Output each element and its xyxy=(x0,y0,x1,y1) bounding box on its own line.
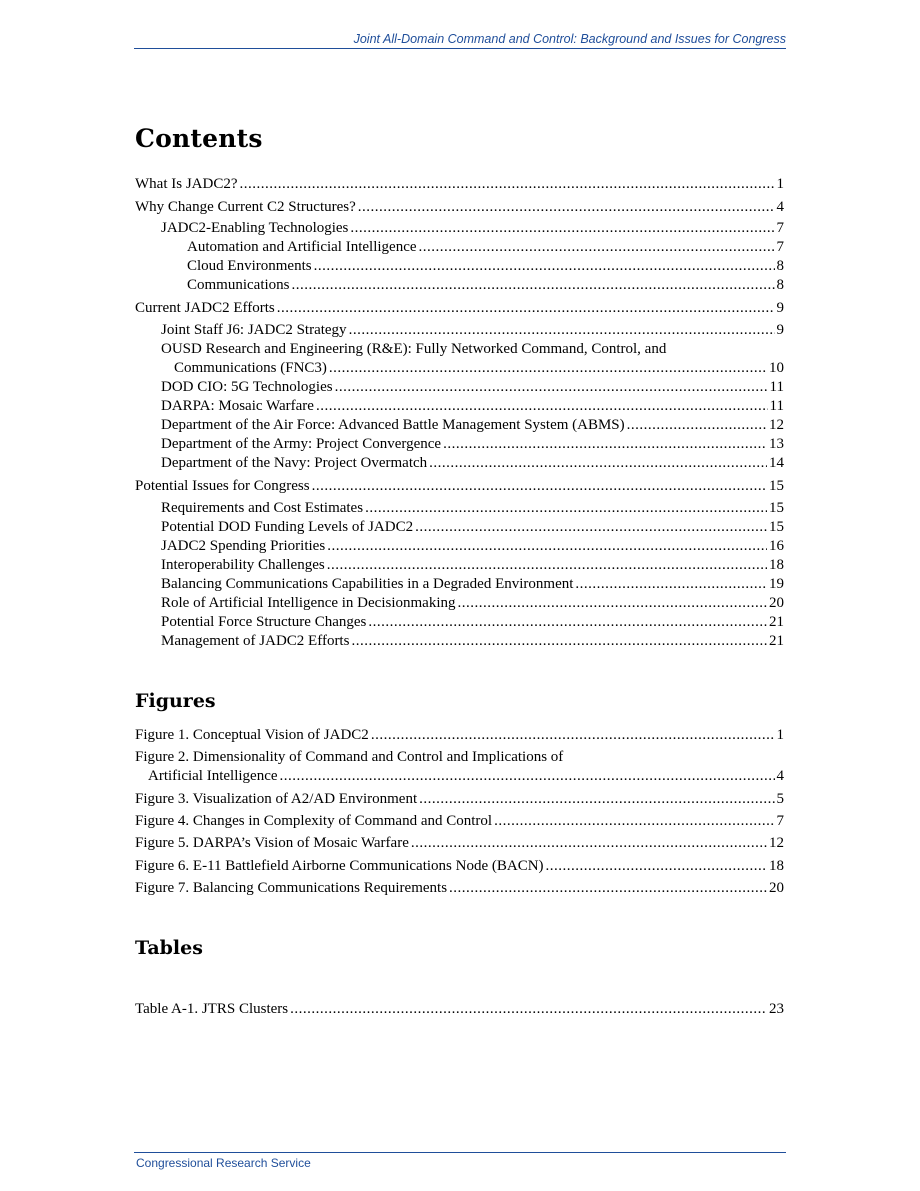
toc-entry[interactable]: Joint Staff J6: JADC2 Strategy ..... 9 xyxy=(161,321,784,340)
toc-entry[interactable]: Cloud Environments ..... 8 xyxy=(187,257,784,276)
toc-entry[interactable]: What Is JADC2? ..... 1 xyxy=(135,175,784,194)
dot-leader xyxy=(277,299,775,318)
dot-leader xyxy=(627,416,767,435)
dot-leader xyxy=(365,499,767,518)
footer-text: Congressional Research Service xyxy=(136,1156,311,1170)
toc-entry[interactable]: Requirements and Cost Estimates ..... 15 xyxy=(161,499,784,518)
toc-entry-first-line[interactable]: OUSD Research and Engineering (R&E): Fully Networked Command, Control, and xyxy=(161,341,667,357)
dot-leader xyxy=(419,238,775,257)
toc-entry[interactable]: JADC2 Spending Priorities ..... 16 xyxy=(161,537,784,556)
dot-leader xyxy=(368,613,767,632)
contents-heading: Contents xyxy=(135,124,263,153)
dot-leader xyxy=(350,219,774,238)
figure-entry-first-line[interactable]: Figure 2. Dimensionality of Command and Control and Implications of xyxy=(135,749,564,765)
toc-entry[interactable]: Department of the Air Force: Advanced Battle Management System (ABMS) ..... 12 xyxy=(161,416,784,435)
dot-leader xyxy=(575,575,767,594)
toc-entry[interactable]: Department of the Navy: Project Overmatch ..... 14 xyxy=(161,454,784,473)
dot-leader xyxy=(419,790,774,809)
toc-entry[interactable]: Communications (FNC3) ..... 10 xyxy=(174,359,784,378)
dot-leader xyxy=(314,257,775,276)
dot-leader xyxy=(371,726,775,745)
dot-leader xyxy=(415,518,767,537)
figure-entry[interactable]: Figure 1. Conceptual Vision of JADC2 ..... 1 xyxy=(135,726,784,745)
figure-entry[interactable]: Figure 6. E-11 Battlefield Airborne Communications Node (BACN) ..... 18 xyxy=(135,857,784,876)
table-entry[interactable]: Table A-1. JTRS Clusters ..... 23 xyxy=(135,1000,784,1019)
tables-heading: Tables xyxy=(135,937,203,959)
toc-entry[interactable]: Interoperability Challenges ..... 18 xyxy=(161,556,784,575)
toc-entry[interactable]: DOD CIO: 5G Technologies ..... 11 xyxy=(161,378,784,397)
dot-leader xyxy=(280,767,775,786)
dot-leader xyxy=(546,857,767,876)
dot-leader xyxy=(292,276,775,295)
figure-entry[interactable]: Figure 3. Visualization of A2/AD Environment ..... 5 xyxy=(135,790,784,809)
dot-leader xyxy=(358,198,775,217)
dot-leader xyxy=(349,321,775,340)
dot-leader xyxy=(329,359,767,378)
toc-entry[interactable]: Balancing Communications Capabilities in a Degraded Environment ..... 19 xyxy=(161,575,784,594)
toc-entry[interactable]: Management of JADC2 Efforts ..... 21 xyxy=(161,632,784,651)
dot-leader xyxy=(429,454,767,473)
dot-leader xyxy=(449,879,767,898)
toc-entry[interactable]: Department of the Army: Project Convergence ..... 13 xyxy=(161,435,784,454)
toc-entry[interactable]: Role of Artificial Intelligence in Decisionmaking ..... 20 xyxy=(161,594,784,613)
dot-leader xyxy=(316,397,768,416)
dot-leader xyxy=(312,477,767,496)
dot-leader xyxy=(443,435,767,454)
figure-entry[interactable]: Figure 4. Changes in Complexity of Command and Control ..... 7 xyxy=(135,812,784,831)
running-header: Joint All-Domain Command and Control: Background and Issues for Congress xyxy=(134,32,786,49)
dot-leader xyxy=(458,594,768,613)
toc-entry[interactable]: Current JADC2 Efforts ..... 9 xyxy=(135,299,784,318)
toc-entry[interactable]: Why Change Current C2 Structures? ..... 4 xyxy=(135,198,784,217)
dot-leader xyxy=(290,1000,767,1019)
dot-leader xyxy=(351,632,767,651)
dot-leader xyxy=(239,175,774,194)
figure-entry[interactable]: Artificial Intelligence ..... 4 xyxy=(148,767,784,786)
toc-entry[interactable]: Automation and Artificial Intelligence ..... 7 xyxy=(187,238,784,257)
toc-entry[interactable]: Potential Force Structure Changes ..... 21 xyxy=(161,613,784,632)
toc-entry[interactable]: Communications ..... 8 xyxy=(187,276,784,295)
toc-entry[interactable]: Potential DOD Funding Levels of JADC2 ..... 15 xyxy=(161,518,784,537)
figure-entry[interactable]: Figure 5. DARPA’s Vision of Mosaic Warfare ..... 12 xyxy=(135,834,784,853)
toc-entry[interactable]: Potential Issues for Congress ..... 15 xyxy=(135,477,784,496)
dot-leader xyxy=(335,378,768,397)
figure-entry[interactable]: Figure 7. Balancing Communications Requirements ..... 20 xyxy=(135,879,784,898)
toc-entry[interactable]: JADC2-Enabling Technologies ..... 7 xyxy=(161,219,784,238)
toc-entry[interactable]: DARPA: Mosaic Warfare ..... 11 xyxy=(161,397,784,416)
footer-rule xyxy=(134,1152,786,1153)
dot-leader xyxy=(494,812,774,831)
dot-leader xyxy=(327,556,767,575)
dot-leader xyxy=(411,834,767,853)
figures-heading: Figures xyxy=(135,690,216,712)
dot-leader xyxy=(327,537,767,556)
